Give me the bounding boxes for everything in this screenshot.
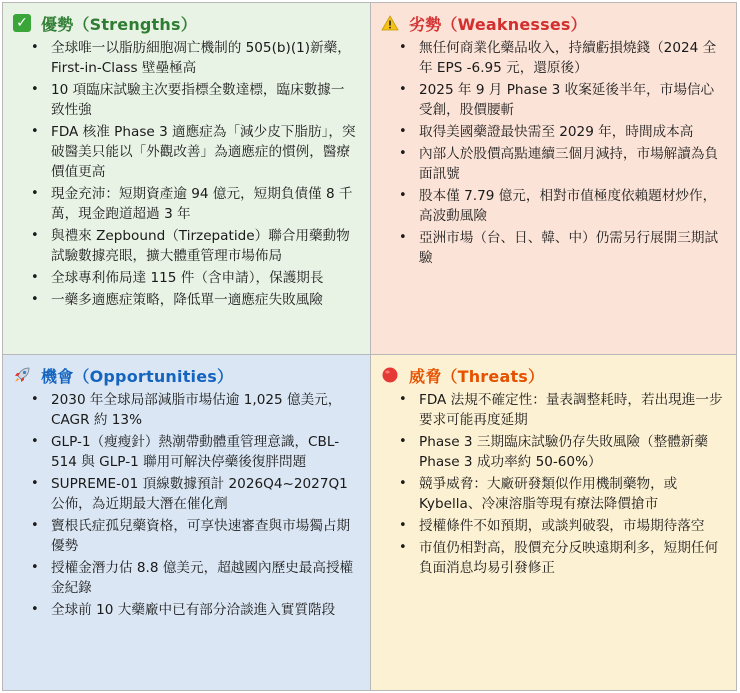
list-item: • 內部人於股價高點連續三個月減持，市場解讀為負面訊號 xyxy=(381,144,724,184)
strengths-title: 優勢（Strengths） xyxy=(41,14,197,34)
list-item: • 無任何商業化藥品收入，持續虧損燒錢（2024 全年 EPS -6.95 元，還原後） xyxy=(381,38,724,78)
opportunities-header xyxy=(13,364,358,386)
opportunities-title: 機會（Opportunities） xyxy=(41,366,234,386)
list-item: • 授權金潛力估 8.8 億美元，超越國內歷史最高授權金紀錄 xyxy=(13,558,358,598)
threats-header xyxy=(381,364,724,386)
list-item: • 全球專利佈局達 115 件（含申請），保護期長 xyxy=(13,268,358,288)
strengths-panel xyxy=(3,3,371,355)
strengths-header xyxy=(13,12,358,34)
weaknesses-title: 劣勢（Weaknesses） xyxy=(409,14,587,34)
list-item: • 股本僅 7.79 億元，相對市值極度依賴題材炒作，高波動風險 xyxy=(381,186,724,226)
list-item: • 全球唯一以脂肪細胞凋亡機制的 505(b)(1)新藥，First-in-Class 壁壘極高 xyxy=(13,38,358,78)
red-circle-icon xyxy=(381,366,399,384)
list-item: • 授權條件不如預期，或談判破裂，市場期待落空 xyxy=(381,516,724,536)
list-item: • 10 項臨床試驗主次要指標全數達標，臨床數據一致性強 xyxy=(13,80,358,120)
list-item: • 竇根氏症孤兒藥資格，可享快速審查與市場獨占期優勢 xyxy=(13,516,358,556)
list-item: • 2025 年 9 月 Phase 3 收案延後半年，市場信心受創，股價腰斬 xyxy=(381,80,724,120)
weaknesses-header xyxy=(381,12,724,34)
list-item: • 全球前 10 大藥廠中已有部分洽談進入實質階段 xyxy=(13,600,358,620)
list-item: • 取得美國藥證最快需至 2029 年，時間成本高 xyxy=(381,122,724,142)
opportunities-panel xyxy=(3,355,371,690)
list-item: • 與禮來 Zepbound（Tirzepatide）聯合用藥動物試驗數據亮眼，擴大體重管理市場佈局 xyxy=(13,226,358,266)
threats-panel xyxy=(371,355,736,690)
threats-title: 威脅（Threats） xyxy=(409,366,545,386)
list-item: • FDA 核准 Phase 3 適應症為「減少皮下脂肪」，突破醫美只能以「外觀改善」為適應症的慣例，醫療價值更高 xyxy=(13,122,358,182)
list-item: • 現金充沛：短期資產逾 94 億元，短期負債僅 8 千萬，現金跑道超過 3 年 xyxy=(13,184,358,224)
strengths-list xyxy=(13,38,358,310)
list-item: • 市值仍相對高，股價充分反映遠期利多，短期任何負面消息均易引發修正 xyxy=(381,538,724,578)
weaknesses-panel xyxy=(371,3,736,355)
list-item: • 一藥多適應症策略，降低單一適應症失敗風險 xyxy=(13,290,358,310)
list-item: • 競爭威脅：大廠研發類似作用機制藥物，或 Kybella、冷凍溶脂等現有療法降價搶市 xyxy=(381,474,724,514)
opportunities-list xyxy=(13,390,358,620)
list-item: • 亞洲市場（台、日、韓、中）仍需另行展開三期試驗 xyxy=(381,228,724,268)
swot-grid xyxy=(2,2,737,691)
list-item: • SUPREME-01 頂線數據預計 2026Q4~2027Q1 公佈，為近期最大潛在催化劑 xyxy=(13,474,358,514)
rocket-icon xyxy=(13,366,31,384)
threats-list xyxy=(381,390,724,578)
warning-icon xyxy=(381,14,399,32)
weaknesses-list xyxy=(381,38,724,268)
list-item: • Phase 3 三期臨床試驗仍存失敗風險（整體新藥 Phase 3 成功率約 50-60%） xyxy=(381,432,724,472)
list-item: • GLP-1（瘦瘦針）熱潮帶動體重管理意識，CBL-514 與 GLP-1 聯用可解決停藥後復胖問題 xyxy=(13,432,358,472)
list-item: • FDA 法規不確定性：量表調整耗時，若出現進一步要求可能再度延期 xyxy=(381,390,724,430)
list-item: • 2030 年全球局部減脂市場估逾 1,025 億美元，CAGR 約 13% xyxy=(13,390,358,430)
check-icon: ✓ xyxy=(13,14,31,32)
